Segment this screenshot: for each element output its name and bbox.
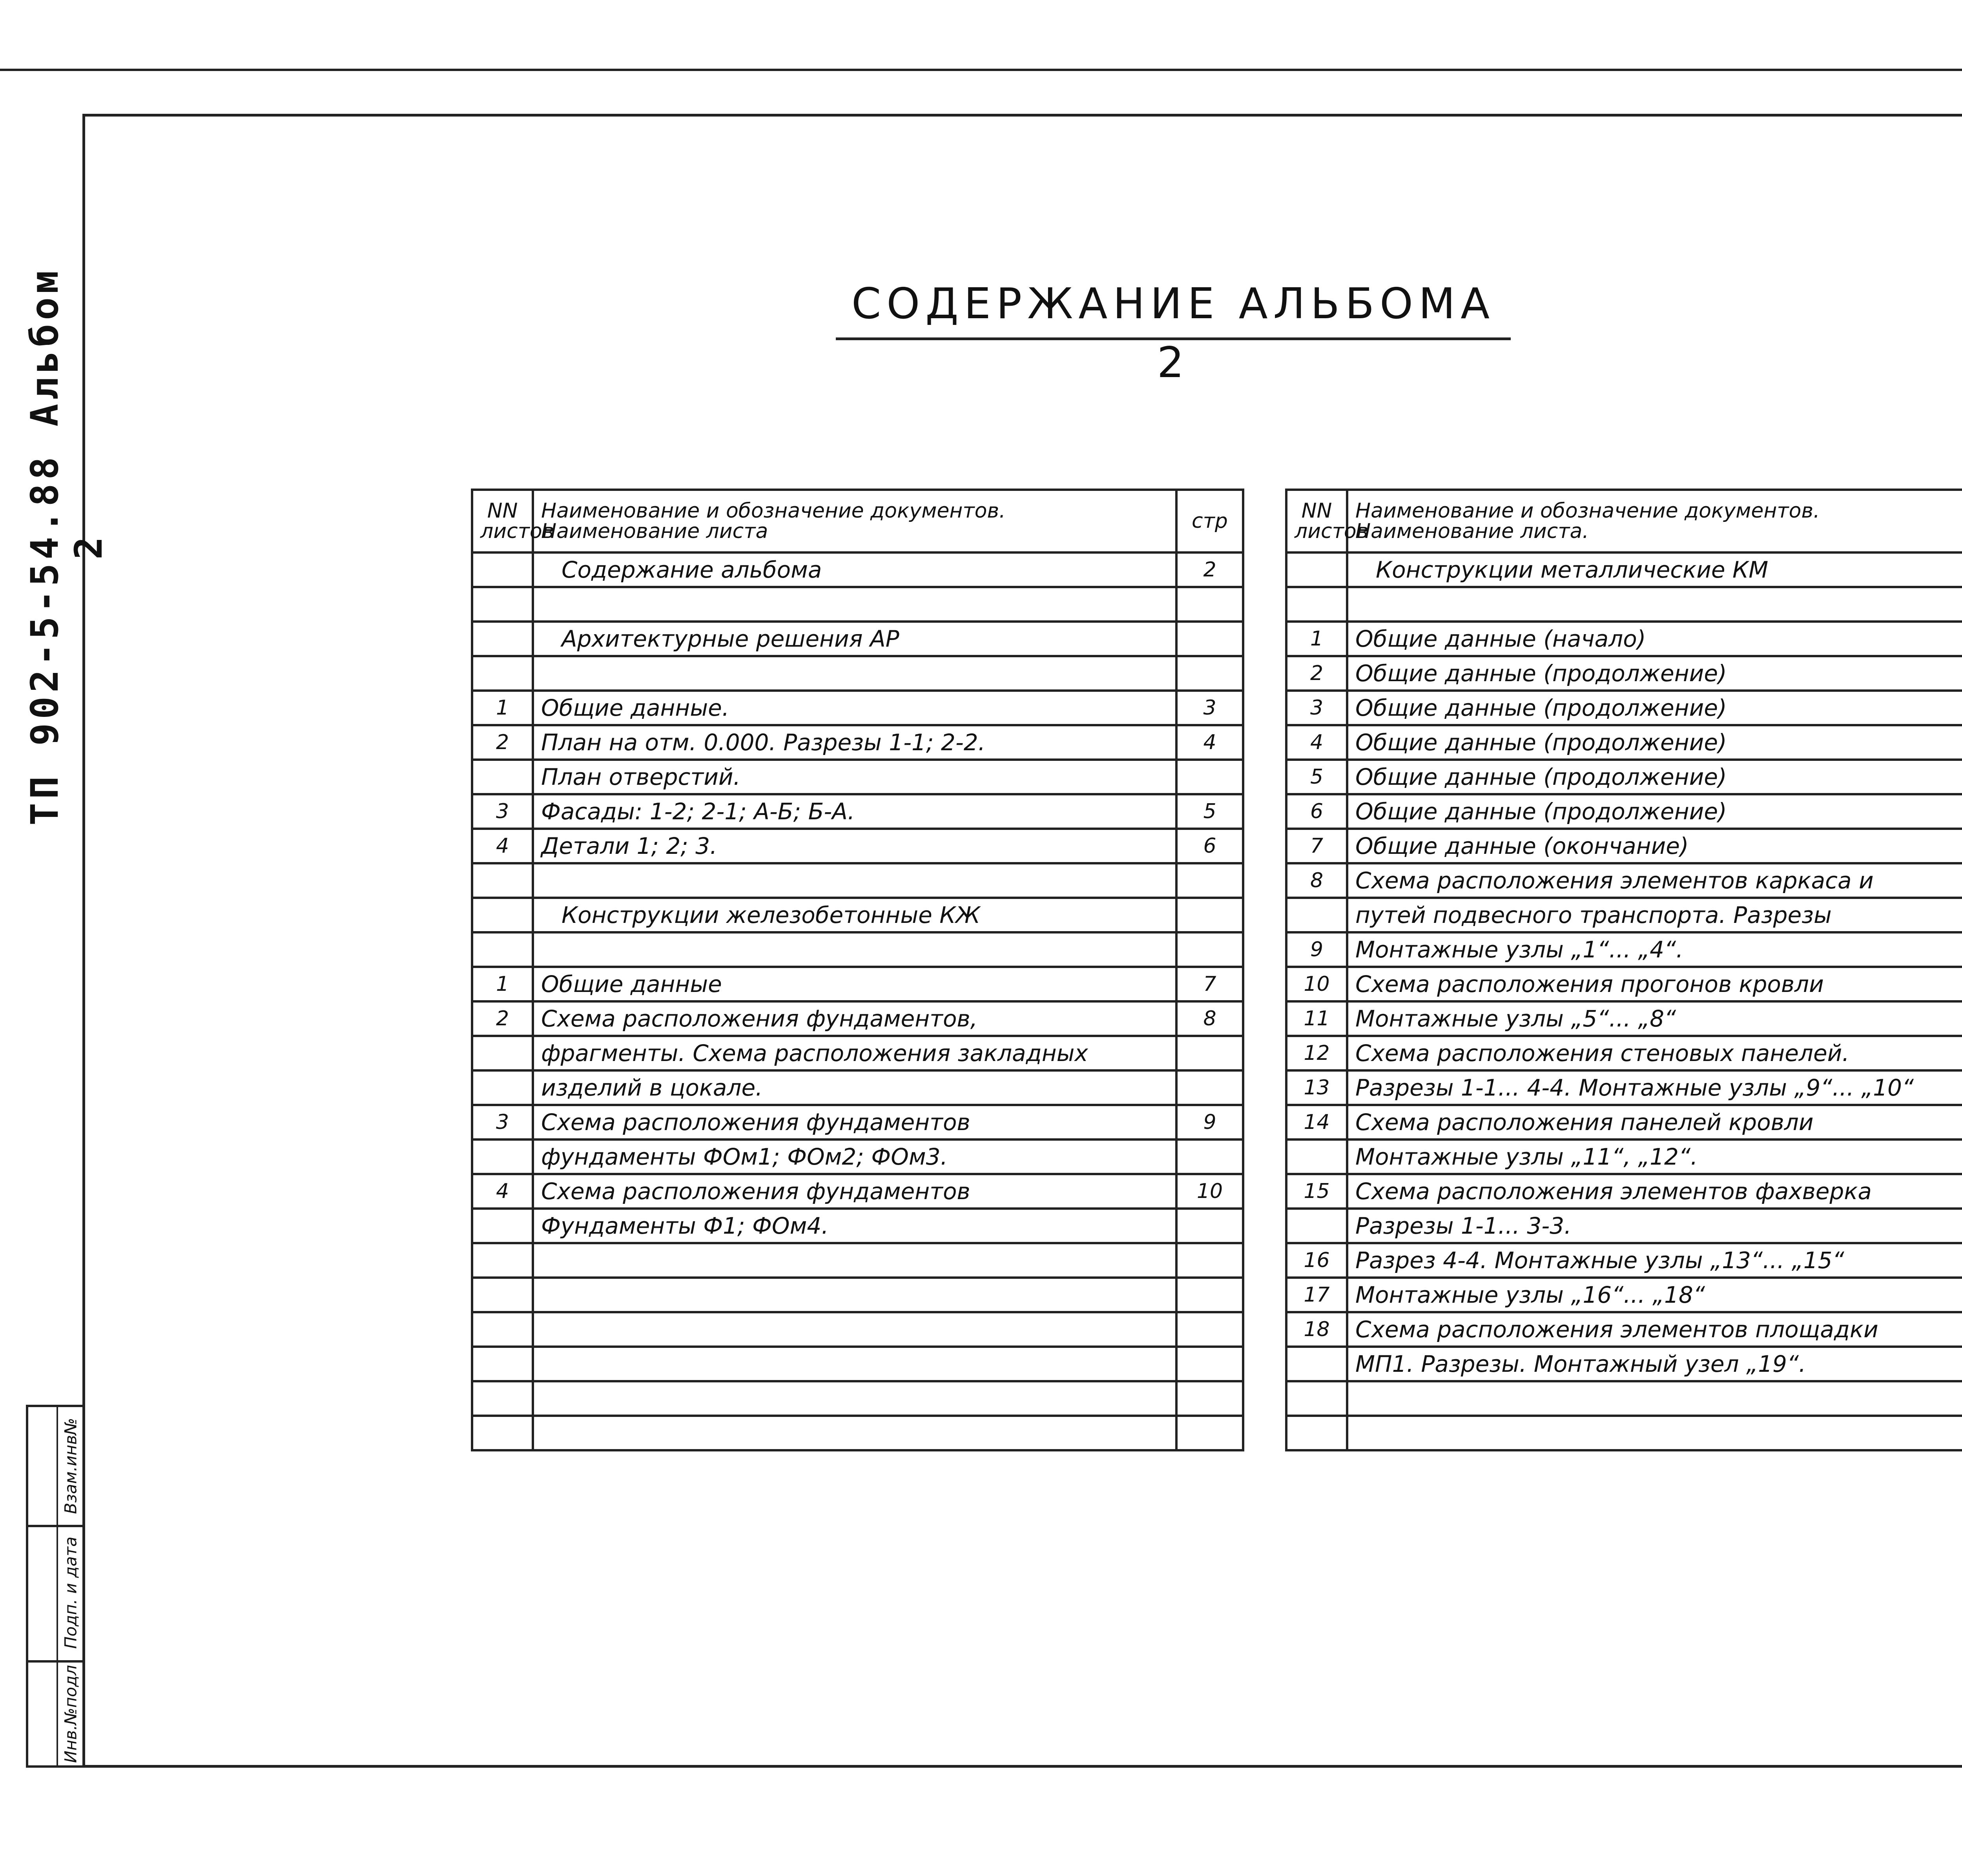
row-title (1347, 1381, 1962, 1416)
table-row (472, 1416, 1243, 1450)
table-header-row (1286, 490, 1962, 552)
row-title: Монтажные узлы „1“... „4“. (1347, 932, 1962, 967)
table-row (1286, 691, 1962, 725)
row-title: Конструкции металлические КМ (1347, 552, 1962, 587)
table-row (472, 1347, 1243, 1381)
table-row (472, 691, 1243, 725)
row-number (1286, 1381, 1347, 1416)
header-name-cell: Наименование и обозначение документов. Наименование листа. (1347, 490, 1962, 552)
row-number: 11 (1286, 1001, 1347, 1036)
row-page (1176, 622, 1243, 656)
row-number (1286, 1347, 1347, 1381)
row-number (472, 760, 533, 794)
table-row (1286, 622, 1962, 656)
row-number: 7 (1286, 829, 1347, 863)
row-number: 2 (1286, 656, 1347, 691)
table-row (472, 863, 1243, 898)
stamp-label: Подп. и дата (61, 1536, 80, 1649)
row-number: 18 (1286, 1312, 1347, 1347)
row-page: 2 (1176, 552, 1243, 587)
row-title (533, 932, 1176, 967)
table-row (472, 1036, 1243, 1070)
table-row (472, 967, 1243, 1001)
row-title (533, 1243, 1176, 1278)
table-row (1286, 587, 1962, 622)
row-page: 5 (1176, 794, 1243, 829)
table-row (472, 1070, 1243, 1105)
row-page (1176, 1036, 1243, 1070)
row-title: фундаменты ФОм1; ФОм2; ФОм3. (533, 1139, 1176, 1174)
row-number: 5 (1286, 760, 1347, 794)
row-number: 13 (1286, 1070, 1347, 1105)
row-title (533, 1416, 1176, 1450)
row-number: 4 (1286, 725, 1347, 760)
row-page (1176, 1347, 1243, 1381)
row-title: Общие данные (окончание) (1347, 829, 1962, 863)
table-row (472, 1278, 1243, 1312)
row-page (1176, 656, 1243, 691)
row-number: 3 (472, 794, 533, 829)
table-row (472, 552, 1243, 587)
row-number (1286, 1209, 1347, 1243)
row-page: 4 (1176, 725, 1243, 760)
row-number (1286, 1139, 1347, 1174)
row-number (1286, 552, 1347, 587)
table-row (1286, 1001, 1962, 1036)
row-title: Схема расположения элементов каркаса и (1347, 863, 1962, 898)
row-number: 2 (472, 725, 533, 760)
table-row (472, 1381, 1243, 1416)
row-number: 12 (1286, 1036, 1347, 1070)
row-title: Монтажные узлы „16“... „18“ (1347, 1278, 1962, 1312)
table-row (1286, 1105, 1962, 1139)
row-title: Общие данные (533, 967, 1176, 1001)
row-title (533, 587, 1176, 622)
table-row (472, 898, 1243, 932)
row-number (1286, 587, 1347, 622)
table-row (1286, 967, 1962, 1001)
row-title (1347, 1416, 1962, 1450)
row-title: План отверстий. (533, 760, 1176, 794)
row-title: Фундаменты Ф1; ФОм4. (533, 1209, 1176, 1243)
row-number (472, 1070, 533, 1105)
row-number (1286, 1416, 1347, 1450)
row-page (1176, 1278, 1243, 1312)
row-page (1176, 760, 1243, 794)
row-number: 9 (1286, 932, 1347, 967)
row-number (472, 1381, 533, 1416)
row-title (533, 1312, 1176, 1347)
row-number (472, 656, 533, 691)
table-row (1286, 932, 1962, 967)
table-row (1286, 760, 1962, 794)
row-title: Детали 1; 2; 3. (533, 829, 1176, 863)
row-title: Монтажные узлы „5“... „8“ (1347, 1001, 1962, 1036)
row-number: 1 (472, 691, 533, 725)
table-row (1286, 1381, 1962, 1416)
row-title: фрагменты. Схема расположения закладных (533, 1036, 1176, 1070)
table-row (472, 760, 1243, 794)
row-title: Конструкции железобетонные КЖ (533, 898, 1176, 932)
row-number: 15 (1286, 1174, 1347, 1209)
row-page: 3 (1176, 691, 1243, 725)
row-page (1176, 898, 1243, 932)
row-number (472, 1347, 533, 1381)
row-title: Архитектурные решения АР (533, 622, 1176, 656)
row-number: 6 (1286, 794, 1347, 829)
row-title (533, 863, 1176, 898)
table-row (472, 587, 1243, 622)
table-header-row (472, 490, 1243, 552)
stamp-cell-inv-original (28, 1660, 85, 1768)
row-page (1176, 1381, 1243, 1416)
table-row (1286, 829, 1962, 863)
row-page (1176, 932, 1243, 967)
row-page (1176, 587, 1243, 622)
header-page-cell: стр (1176, 490, 1243, 552)
row-number: 1 (472, 967, 533, 1001)
row-title (1347, 587, 1962, 622)
row-title: Фасады: 1-2; 2-1; А-Б; Б-А. (533, 794, 1176, 829)
table-row (472, 622, 1243, 656)
table-row (1286, 552, 1962, 587)
row-title: План на отм. 0.000. Разрезы 1-1; 2-2. (533, 725, 1176, 760)
row-title (533, 1278, 1176, 1312)
row-title: Монтажные узлы „11“, „12“. (1347, 1139, 1962, 1174)
stamp-cell-inv-replace (28, 1407, 85, 1527)
stamp-label: Взам.инв№ (61, 1418, 80, 1514)
side-title-text: ТП 902-5-54.88 Альбом 2 (23, 267, 111, 826)
table-row (1286, 1278, 1962, 1312)
contents-table-right (1285, 489, 1962, 1451)
table-row (1286, 656, 1962, 691)
row-title: Схема расположения фундаментов (533, 1174, 1176, 1209)
row-number (472, 552, 533, 587)
row-number: 4 (472, 829, 533, 863)
row-page: 10 (1176, 1174, 1243, 1209)
table-row (1286, 1209, 1962, 1243)
table-row (472, 1001, 1243, 1036)
row-number (472, 898, 533, 932)
table-row (472, 932, 1243, 967)
row-number (472, 1243, 533, 1278)
row-title (533, 1347, 1176, 1381)
row-number: 8 (1286, 863, 1347, 898)
row-number (1286, 898, 1347, 932)
row-number (472, 1036, 533, 1070)
row-number: 16 (1286, 1243, 1347, 1278)
row-title: Схема расположения фундаментов (533, 1105, 1176, 1139)
table-row (1286, 794, 1962, 829)
row-number: 10 (1286, 967, 1347, 1001)
row-title: Схема расположения элементов фахверка (1347, 1174, 1962, 1209)
row-title: Разрез 4-4. Монтажные узлы „13“... „15“ (1347, 1243, 1962, 1278)
row-title: Общие данные (продолжение) (1347, 691, 1962, 725)
header-num-cell: NN листов (472, 490, 533, 552)
table-row (472, 794, 1243, 829)
table-row (1286, 1139, 1962, 1174)
row-title: Содержание альбома (533, 552, 1176, 587)
row-page: 7 (1176, 967, 1243, 1001)
margin-stamp (26, 1405, 85, 1768)
table-row (1286, 1036, 1962, 1070)
row-page (1176, 1312, 1243, 1347)
table-row (472, 1105, 1243, 1139)
table-row (1286, 1174, 1962, 1209)
row-title: Общие данные (начало) (1347, 622, 1962, 656)
table-row (1286, 1243, 1962, 1278)
row-title: Схема расположения панелей кровли (1347, 1105, 1962, 1139)
header-name-cell: Наименование и обозначение документов. Наименование листа (533, 490, 1176, 552)
row-number: 3 (472, 1105, 533, 1139)
table-row (1286, 1416, 1962, 1450)
row-page (1176, 1070, 1243, 1105)
row-title: Общие данные (продолжение) (1347, 794, 1962, 829)
row-page (1176, 1209, 1243, 1243)
header-num-cell: NN листов (1286, 490, 1347, 552)
row-number (472, 932, 533, 967)
side-title (8, 228, 111, 826)
row-title: МП1. Разрезы. Монтажный узел „19“. (1347, 1347, 1962, 1381)
stamp-label: Инв.№подл (61, 1665, 80, 1763)
row-page (1176, 1243, 1243, 1278)
row-number: 14 (1286, 1105, 1347, 1139)
row-number (472, 863, 533, 898)
row-title: Общие данные. (533, 691, 1176, 725)
table-row (472, 829, 1243, 863)
table-row (1286, 863, 1962, 898)
table-row (472, 1209, 1243, 1243)
row-page (1176, 863, 1243, 898)
table-row (1286, 1312, 1962, 1347)
row-number: 4 (472, 1174, 533, 1209)
table-row (1286, 1070, 1962, 1105)
table-row (1286, 898, 1962, 932)
row-title: Схема расположения элементов площадки (1347, 1312, 1962, 1347)
row-title: Схема расположения стеновых панелей. (1347, 1036, 1962, 1070)
row-number (472, 587, 533, 622)
table-row (1286, 725, 1962, 760)
row-page (1176, 1416, 1243, 1450)
table-row (472, 1139, 1243, 1174)
row-title: Схема расположения прогонов кровли (1347, 967, 1962, 1001)
row-number (472, 1278, 533, 1312)
row-title (533, 1381, 1176, 1416)
table-row (472, 725, 1243, 760)
stamp-cell-signature (28, 1525, 85, 1663)
row-number: 17 (1286, 1278, 1347, 1312)
row-number (472, 1209, 533, 1243)
row-page: 9 (1176, 1105, 1243, 1139)
row-number: 3 (1286, 691, 1347, 725)
table-row (472, 1174, 1243, 1209)
row-title: Общие данные (продолжение) (1347, 656, 1962, 691)
row-title (533, 656, 1176, 691)
row-title: Общие данные (продолжение) (1347, 760, 1962, 794)
table-row (472, 1312, 1243, 1347)
row-number: 1 (1286, 622, 1347, 656)
row-page (1176, 1139, 1243, 1174)
table-row (472, 656, 1243, 691)
row-number (472, 622, 533, 656)
row-page: 6 (1176, 829, 1243, 863)
row-page: 8 (1176, 1001, 1243, 1036)
row-title: Разрезы 1-1... 4-4. Монтажные узлы „9“... „10“ (1347, 1070, 1962, 1105)
row-title: Разрезы 1-1... 3-3. (1347, 1209, 1962, 1243)
row-number (472, 1416, 533, 1450)
table-row (1286, 1347, 1962, 1381)
row-number (472, 1312, 533, 1347)
row-title: Общие данные (продолжение) (1347, 725, 1962, 760)
row-number (472, 1139, 533, 1174)
row-title: путей подвесного транспорта. Разрезы (1347, 898, 1962, 932)
table-row (472, 1243, 1243, 1278)
contents-table-left (471, 489, 1244, 1451)
row-title: изделий в цокале. (533, 1070, 1176, 1105)
row-title: Схема расположения фундаментов, (533, 1001, 1176, 1036)
row-number: 2 (472, 1001, 533, 1036)
page-title: СОДЕРЖАНИЕ АЛЬБОМА 2 (836, 275, 1511, 340)
